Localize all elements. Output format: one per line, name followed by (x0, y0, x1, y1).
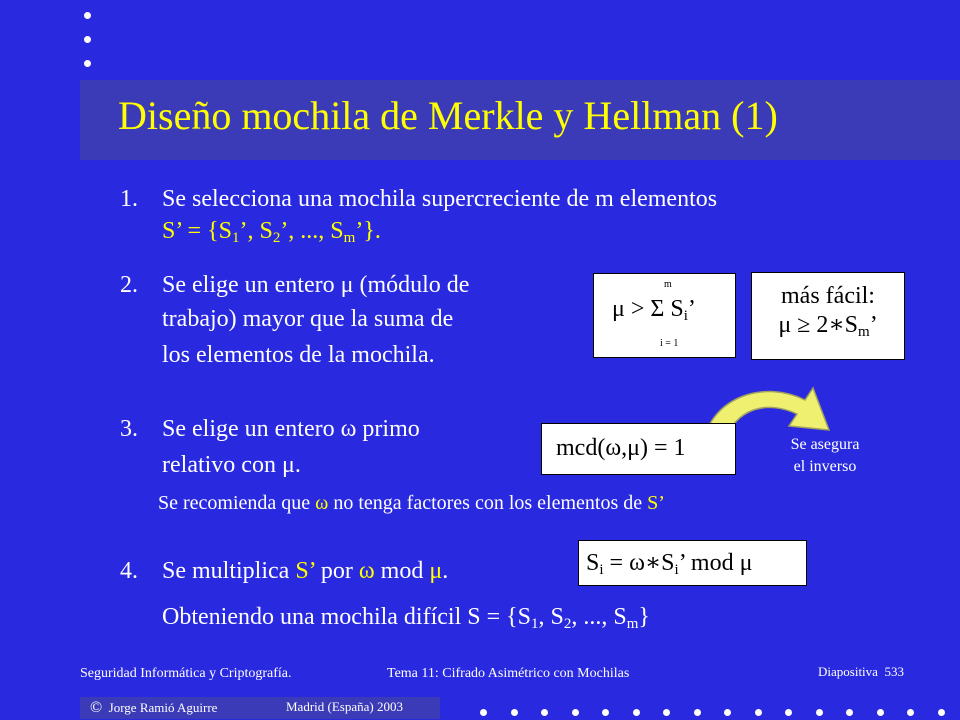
decor-dot (846, 709, 853, 716)
footer-course: Seguridad Informática y Criptografía. (80, 666, 292, 681)
decor-dot (755, 709, 762, 716)
slide-title: Diseño mochila de Merkle y Hellman (1) (118, 93, 778, 138)
easier-label: más fácil: (781, 283, 875, 309)
easier-condition-box (751, 272, 905, 360)
decor-dot (511, 709, 518, 716)
hard-knapsack-formula-box (578, 540, 807, 586)
hard-knapsack-formula: $S_i$ = $\omega∗S_i$’ mod μ (586, 550, 753, 578)
decor-dot (907, 709, 914, 716)
recommendation: Se recomienda que ω no tenga factores con los elementos de S’ (158, 492, 665, 514)
step-number: 2. (120, 272, 138, 298)
decor-dot (633, 709, 640, 716)
result-line: Obteniendo una mochila difícil $S = \{S_1$, $S_2$, ..., $S_m$} (162, 604, 650, 632)
step-2-line1: Se elige un entero μ (módulo de (162, 272, 470, 298)
step-number: 1. (120, 186, 138, 212)
step-1-line1: Se selecciona una mochila supercreciente de m elementos (162, 186, 718, 212)
decor-dot (84, 36, 91, 43)
step-4-line: Se multiplica S’ por ω mod μ. (162, 558, 449, 584)
inverse-note: Se asegura el inverso (790, 436, 860, 475)
step-number: 3. (120, 416, 138, 442)
mcd-formula: mcd(ω,μ) = 1 (556, 435, 686, 461)
easier-formula: $\mu \ge 2∗S_m$’ (778, 312, 878, 340)
decor-dot (84, 12, 91, 19)
sum-upper-limit: m (664, 279, 672, 290)
decor-dot (724, 709, 731, 716)
footer-topic: Tema 11: Cifrado Asimétrico con Mochilas (387, 666, 630, 681)
decor-dot (480, 709, 487, 716)
decor-dot (572, 709, 579, 716)
mcd-box (541, 423, 736, 475)
step-3-line2: relativo con μ. (162, 452, 301, 478)
decor-dot (785, 709, 792, 716)
decor-dot (541, 709, 548, 716)
decor-dot (663, 709, 670, 716)
slide-number: 533 (884, 664, 904, 679)
step-1-set: S’ = {$S_1$’, $S_2$’, ..., $S_m$’}. (162, 218, 381, 246)
footer-author: © Jorge Ramió Aguirre (90, 699, 218, 716)
sum-lower-limit: i = 1 (660, 338, 679, 349)
step-2-line3: los elementos de la mochila. (162, 342, 435, 368)
decor-dot (938, 709, 945, 716)
footer-place: Madrid (España) 2003 (286, 699, 403, 714)
sum-condition-box (593, 273, 736, 358)
copyright-symbol: © (90, 699, 103, 716)
decor-dot (816, 709, 823, 716)
decor-dot (694, 709, 701, 716)
decor-dot (84, 60, 91, 67)
decor-dot (602, 709, 609, 716)
step-3-line1: Se elige un entero ω primo (162, 416, 420, 442)
footer-slide: Diapositiva 533 (818, 664, 904, 679)
step-2-line2: trabajo) mayor que la suma de (162, 306, 454, 332)
sum-formula: μ > Σ $S_i$’ (612, 296, 696, 324)
decor-dot (877, 709, 884, 716)
step-number: 4. (120, 558, 138, 584)
